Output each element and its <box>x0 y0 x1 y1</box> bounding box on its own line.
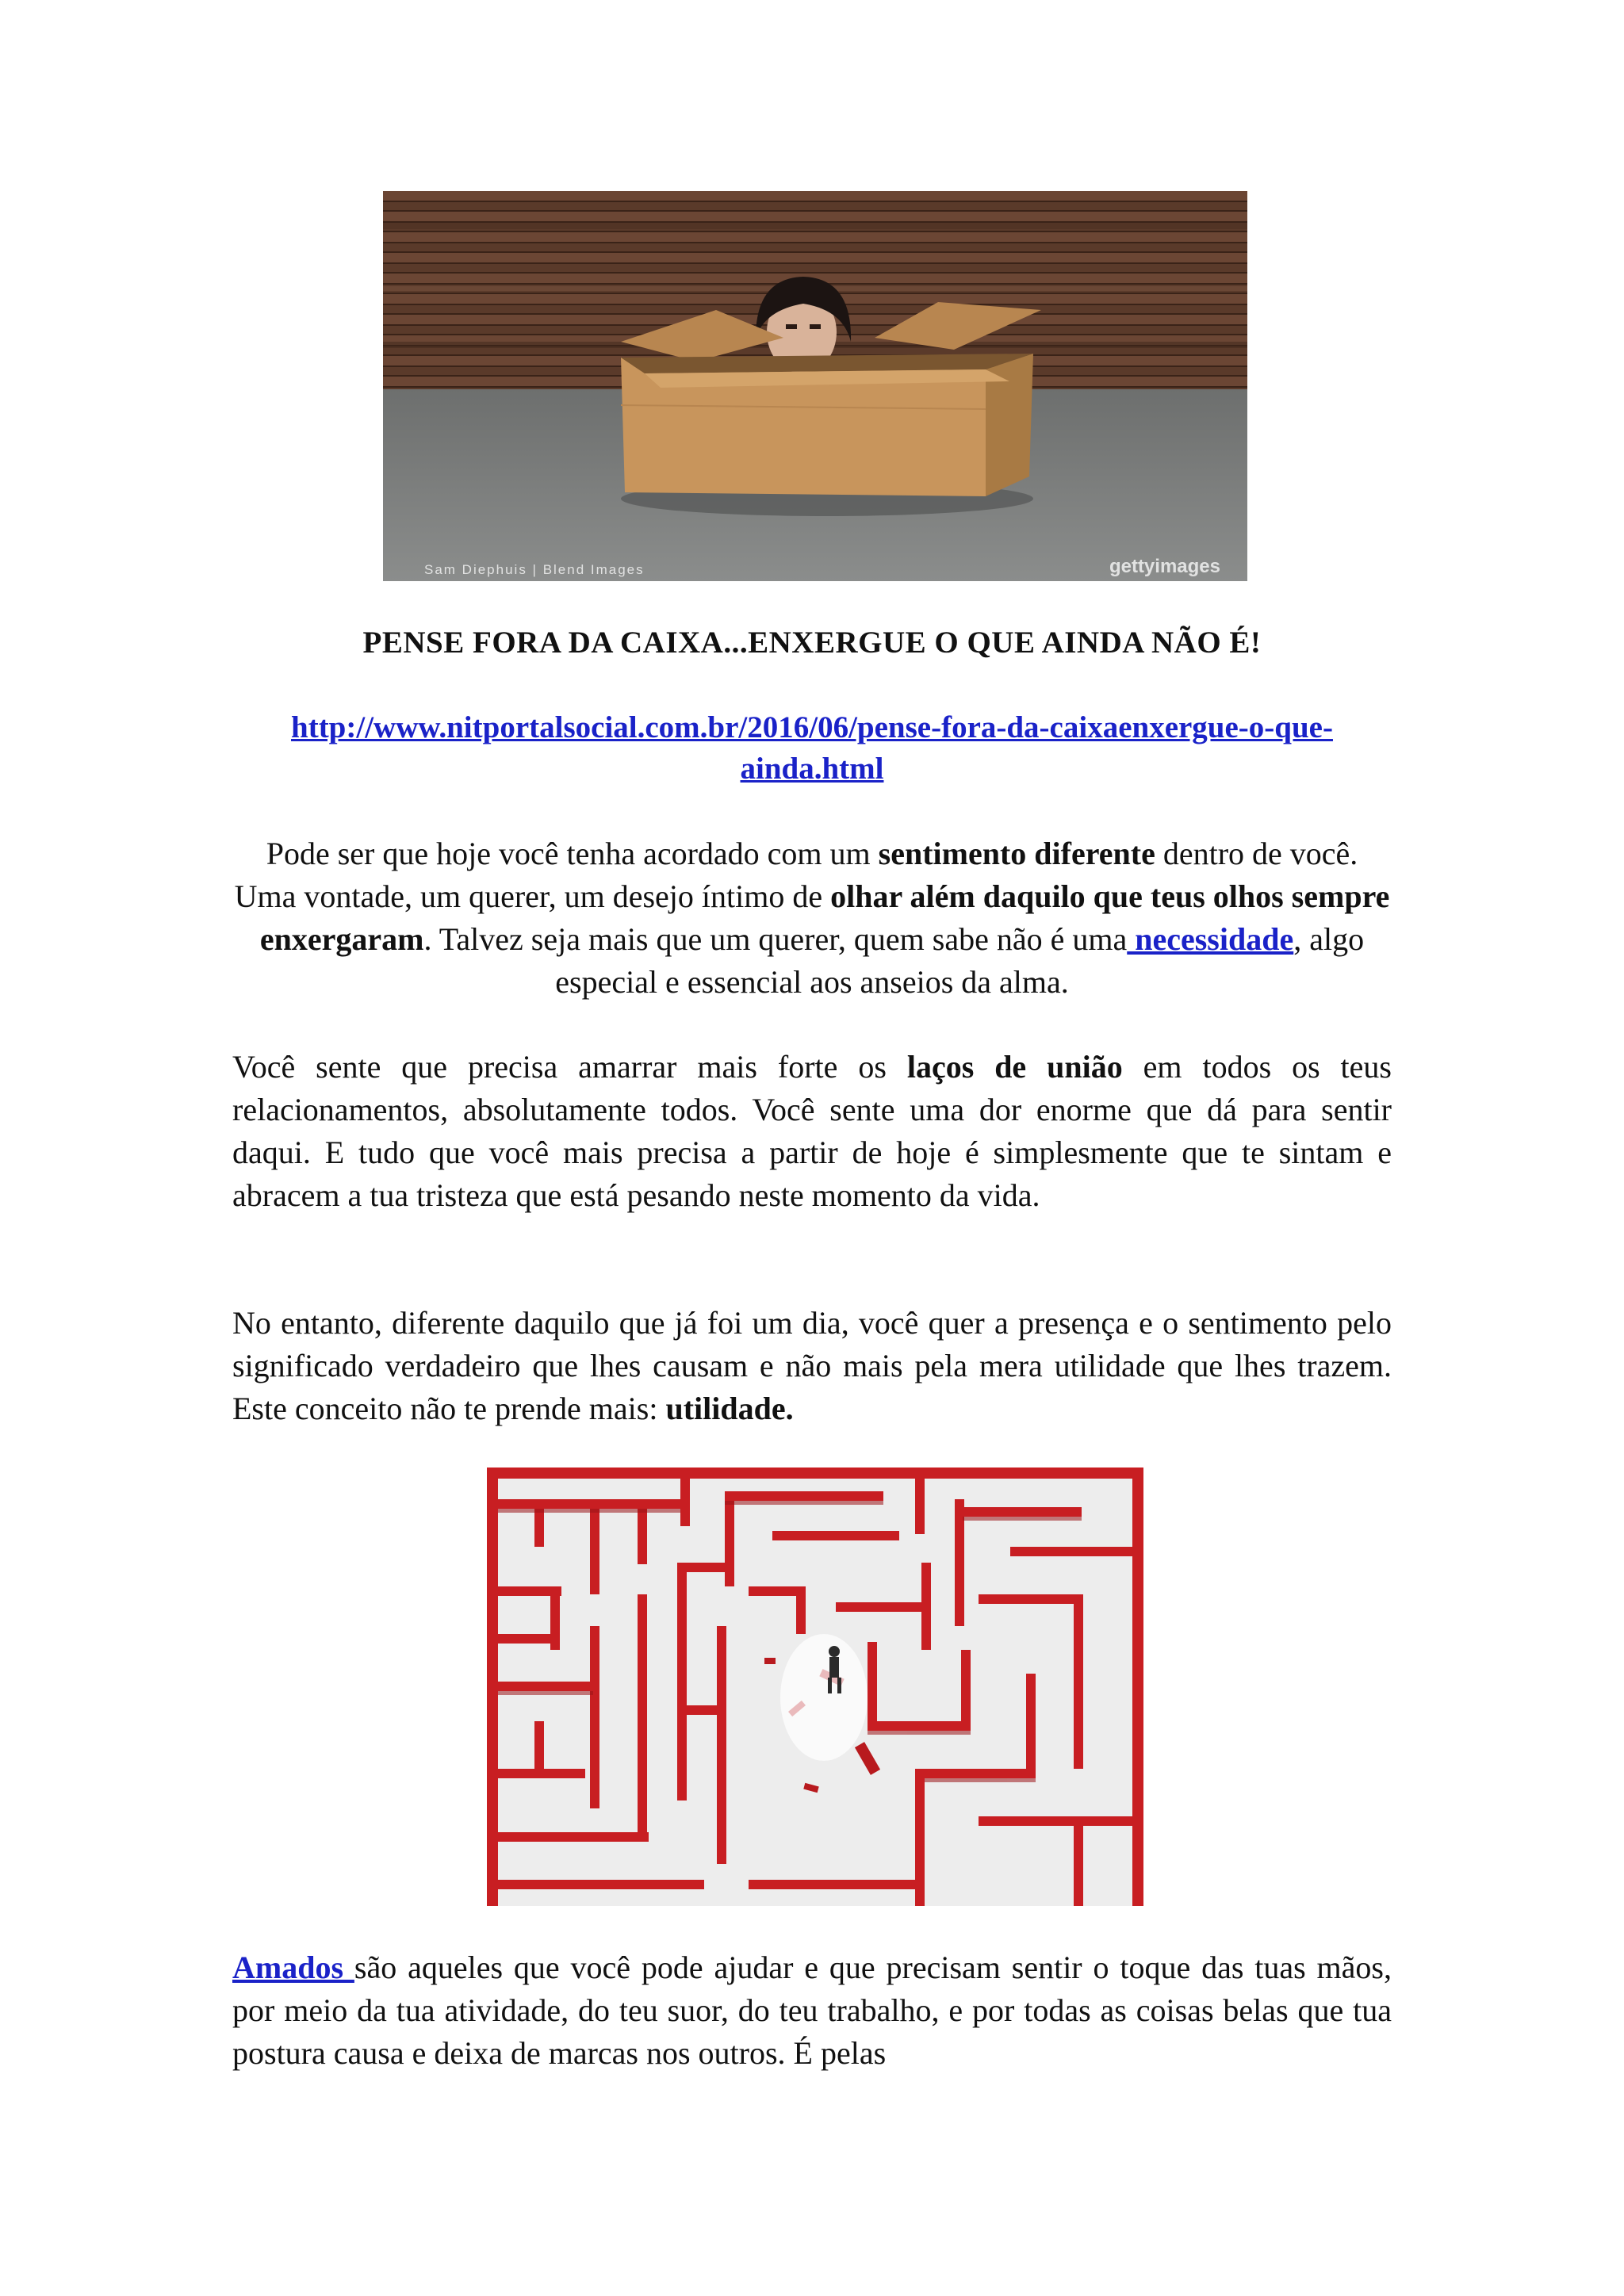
article-title: PENSE FORA DA CAIXA...ENXERGUE O QUE AINDA NÃO É! <box>362 626 1262 660</box>
paragraph-amados <box>232 1946 1392 2075</box>
paragraph-utilidade <box>232 1302 1392 1430</box>
text-run: . Talvez seja mais que um querer, quem sabe não é uma <box>423 921 1128 957</box>
paragraph-lacos <box>232 1046 1392 1217</box>
gettyimages-watermark: gettyimages <box>1109 556 1220 577</box>
bold-phrase: utilidade. <box>665 1391 794 1426</box>
text-run: Pode ser que hoje você tenha acordado com um <box>266 836 879 871</box>
necessidade-link[interactable]: necessidade <box>1127 921 1294 957</box>
woman-in-box-illustration <box>383 191 1247 581</box>
woman-in-box-photo <box>383 191 1247 581</box>
photo-credit: Sam Diephuis | Blend Images <box>424 562 645 577</box>
text-run: , algo especial e essencial aos anseios da alma. <box>555 921 1365 1000</box>
text-run: são aqueles que você pode ajudar e que precisam sentir o toque das tuas mãos, por meio da tua atividade, do teu suor, do teu trabalho, e por todas as coisas belas que tua postura causa e deixa de marcas nos outros. É pelas <box>232 1950 1392 2071</box>
bold-phrase: laços de união <box>906 1049 1123 1085</box>
text-run: dentro de você. Uma vontade, um querer, um desejo íntimo de <box>234 836 1358 914</box>
red-maze-illustration <box>487 1468 1143 1906</box>
text-run: em todos os teus relacionamentos, absolutamente todos. Você sente uma dor enorme que dá para sentir daqui. E tudo que você mais precisa a partir de hoje é simplesmente que te sintam e abracem a tua tristeza que está pesando neste momento da vida. <box>232 1049 1392 1213</box>
text-run: No entanto, diferente daquilo que já foi um dia, você quer a presença e o sentimento pelo significado verdadeiro que lhes causam e não mais pela mera utilidade que lhes trazem. Este conceito não te prende mais: <box>232 1305 1392 1426</box>
text-run: Você sente que precisa amarrar mais forte os <box>232 1049 907 1085</box>
bold-phrase: sentimento diferente <box>878 836 1155 871</box>
bold-phrase: olhar além daquilo que teus olhos sempre enxergaram <box>259 878 1390 957</box>
amados-link[interactable]: Amados <box>232 1950 354 1985</box>
red-maze-photo <box>487 1468 1143 1906</box>
paragraph-intro <box>232 832 1392 1004</box>
source-link[interactable]: http://www.nitportalsocial.com.br/2016/06/pense-fora-da-caixaenxergue-o-que-ainda.html <box>291 710 1333 786</box>
